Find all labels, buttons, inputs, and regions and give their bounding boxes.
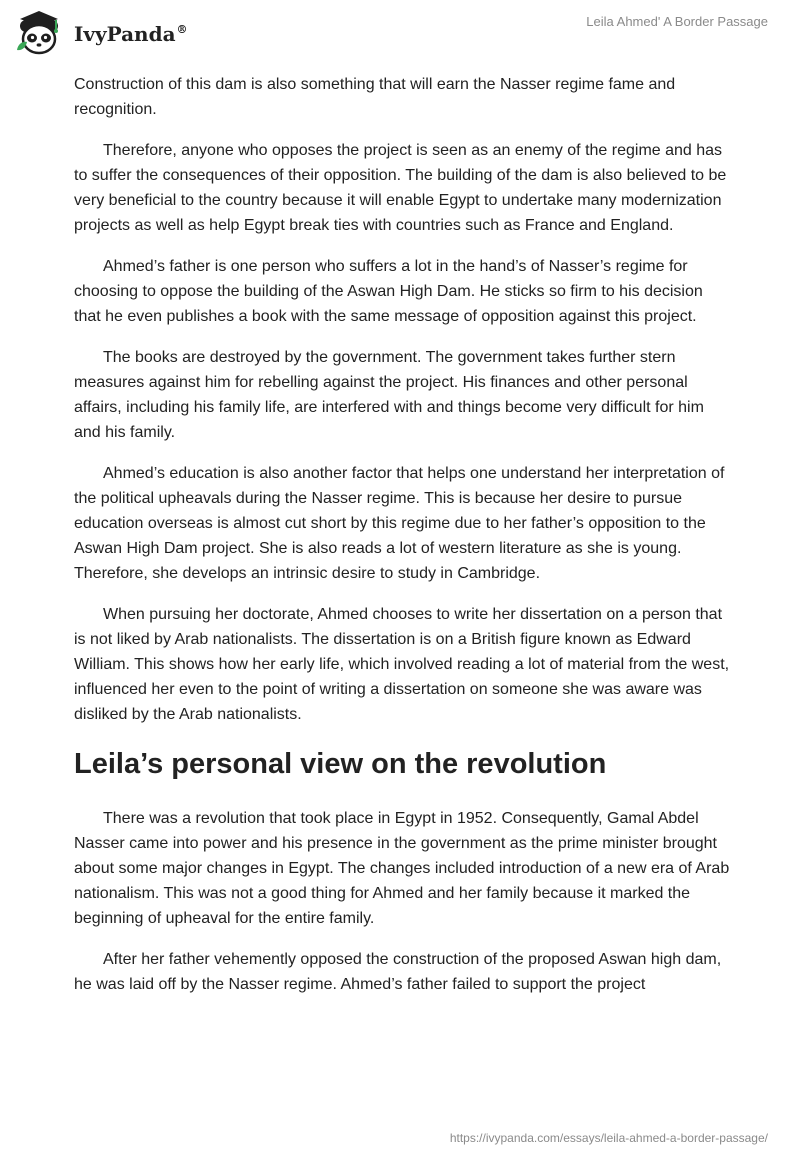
- brand-logo[interactable]: [14, 9, 188, 57]
- panda-graduate-icon: [14, 9, 66, 57]
- essay-body: [74, 72, 730, 1013]
- page-header: [0, 0, 800, 68]
- paragraph: Construction of this dam is also something that will earn the Nasser regime fame and recognition.: [74, 76, 676, 118]
- paragraph: Ahmed’s education is also another factor that helps one understand her interpretation of the political upheavals during the Nasser regime. This is because her desire to pursue education overseas is almost cut short by this regime due to her father’s opposition to the Aswan High Dam project. She is also reads a lot of western literature as she is young. Therefore, she develops an intrinsic desire to study in Cambridge.: [74, 465, 725, 582]
- registered-mark: ®: [176, 23, 188, 37]
- document-title: Leila Ahmed' A Border Passage: [586, 14, 768, 29]
- paragraph: After her father vehemently opposed the construction of the proposed Aswan high dam, he was laid off by the Nasser regime. Ahmed’s father failed to support the project: [74, 951, 722, 993]
- paragraph: When pursuing her doctorate, Ahmed chooses to write her dissertation on a person that is not liked by Arab nationalists. The dissertation is on a British figure known as Edward William. This shows how her early life, which involved reading a lot of material from the west, influenced her even to the point of writing a dissertation on someone she was aware was disliked by the Arab nationalists.: [74, 606, 730, 723]
- brand-name: IvyPanda®: [74, 22, 188, 46]
- source-url[interactable]: https://ivypanda.com/essays/leila-ahmed-a-border-passage/: [449, 1131, 768, 1145]
- paragraph: Therefore, anyone who opposes the project is seen as an enemy of the regime and has to suffer the consequences of their opposition. The building of the dam is also believed to be very beneficial to the country because it will enable Egypt to undertake many modernization projects as well as help Egypt break ties with countries such as France and England.: [74, 142, 727, 234]
- paragraph: Ahmed’s father is one person who suffers a lot in the hand’s of Nasser’s regime for choosing to oppose the building of the Aswan High Dam. He sticks so firm to his decision that he even publishes a book with the same message of opposition against this project.: [74, 258, 703, 325]
- section-heading: Leila’s personal view on the revolution: [74, 748, 607, 780]
- paragraph: The books are destroyed by the government. The government takes further stern measures against him for rebelling against the project. His finances and other personal affairs, including his family life, are interfered with and things become very difficult for him and his family.: [74, 349, 704, 441]
- paragraph: There was a revolution that took place in Egypt in 1952. Consequently, Gamal Abdel Nasser came into power and his presence in the government as the prime minister brought about some major changes in Egypt. The changes included introduction of a new era of Arab nationalism. This was not a good thing for Ahmed and her family because it marked the beginning of upheaval for the entire family.: [74, 810, 730, 927]
